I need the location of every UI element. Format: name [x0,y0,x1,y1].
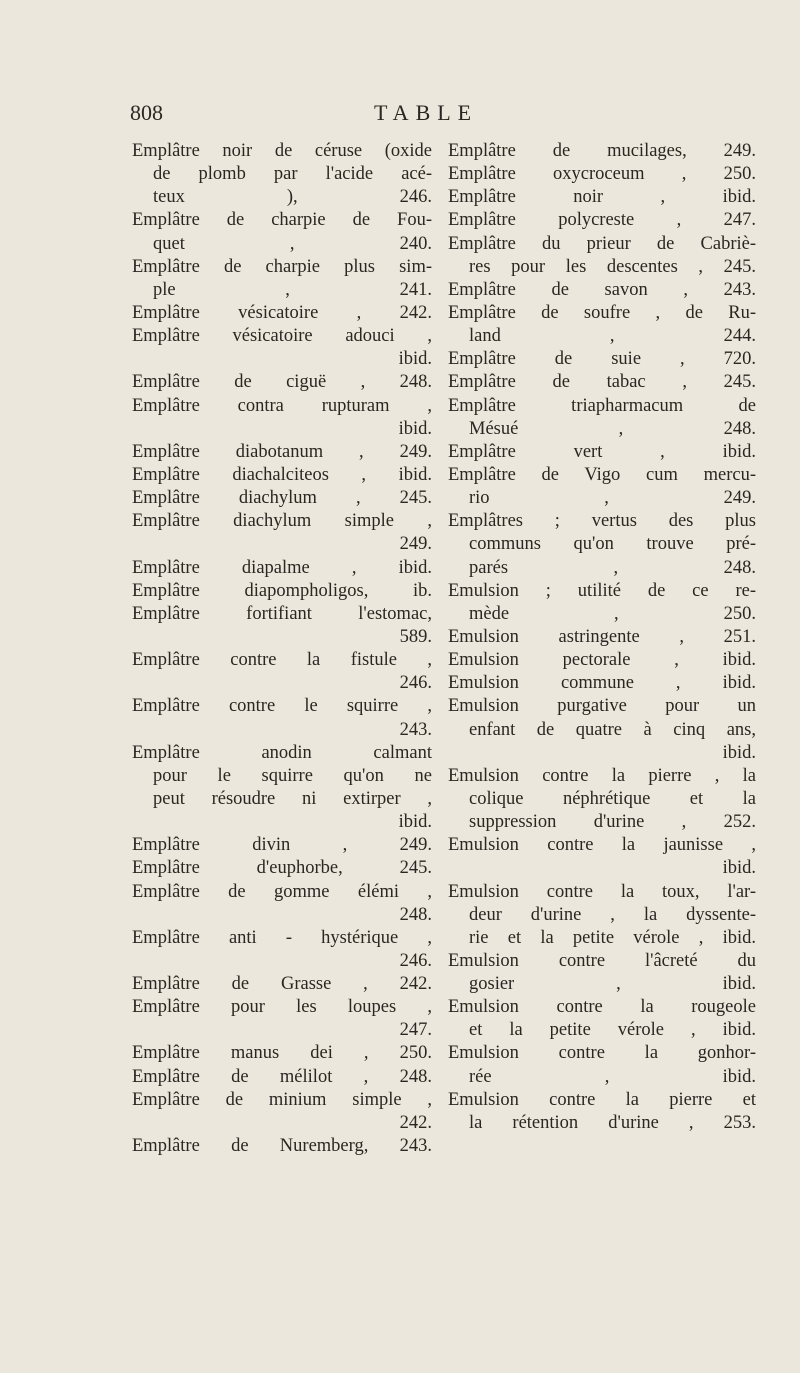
index-column-left [132,140,432,1158]
index-line: pour le squirre qu'on ne [153,765,432,786]
index-line: rée , ibid. [469,1066,756,1087]
index-line: Mésué , 248. [469,418,756,439]
index-line: Emplâtre diachylum simple , [132,511,432,532]
index-line: Emplâtre de Vigo cum mercu- [448,464,756,485]
index-line: Emplâtre diachalciteos , ibid. [132,464,432,485]
page-header [130,100,750,134]
index-line: Emulsion contre la pierre et [448,1089,756,1110]
index-line: Emulsion purgative pour un [448,696,756,717]
index-line: Emplâtre vert , ibid. [448,441,756,462]
index-line: Emplâtre de soufre , de Ru- [448,302,756,323]
index-line: Emulsion contre la pierre , la [448,765,756,786]
index-line: Emulsion contre la rougeole [448,997,756,1018]
index-line: Emulsion contre la toux, l'ar- [448,881,756,902]
index-line: deur d'urine , la dyssente- [469,904,756,925]
index-line: Emplâtre de mucilages, 249. [448,141,756,161]
index-line: Emplâtre de tabac , 245. [448,372,756,393]
index-line: 249. [399,534,432,555]
index-line: Emplâtre anti - hystérique , [132,927,432,948]
index-line: Emplâtre triapharmacum de [448,395,756,416]
index-line: Emplâtre fortifiant l'estomac, [132,603,432,624]
index-line: Emplâtres ; vertus des plus [448,511,756,532]
page-number: 808 [130,100,163,125]
index-line: Emplâtre du prieur de Cabriè- [448,233,756,254]
index-line: res pour les descentes , 245. [469,256,756,277]
index-line: Emplâtre diapalme , ibid. [132,557,432,578]
index-line: Emplâtre de mélilot , 248. [132,1066,432,1087]
index-line: Emplâtre manus dei , 250. [132,1043,432,1064]
index-line: ibid. [722,742,756,763]
index-line: Emplâtre contra rupturam , [132,395,432,416]
index-line: 247. [399,1020,432,1041]
index-line: Emplâtre de Grasse , 242. [132,974,432,995]
index-line: parés , 248. [469,557,756,578]
index-line: land , 244. [469,326,756,347]
index-line: gosier , ibid. [469,974,756,995]
index-line: Emulsion contre la gonhor- [448,1043,756,1064]
index-line: Emulsion commune , ibid. [448,673,756,694]
index-line: et la petite vérole , ibid. [469,1020,756,1041]
index-line: Emplâtre d'euphorbe, 245. [132,858,432,879]
index-line: Emulsion contre l'âcreté du [448,950,756,971]
index-line: communs qu'on trouve pré- [469,534,756,555]
index-line: Emplâtre de minium simple , [132,1089,432,1110]
index-line: la rétention d'urine , 253. [469,1112,756,1133]
index-line: quet , 240. [153,233,432,254]
index-line: Emulsion ; utilité de ce re- [448,580,756,601]
index-line: Emplâtre contre la fistule , [132,650,432,671]
index-line: Emulsion astringente , 251. [448,626,756,647]
index-line: Emplâtre polycreste , 247. [448,210,756,231]
index-line: Emplâtre divin , 249. [132,835,432,856]
index-line: ibid. [398,812,432,833]
index-line: Emplâtre anodin calmant [132,742,432,763]
index-line: Emplâtre de savon , 243. [448,279,756,300]
index-line: enfant de quatre à cinq ans, [469,719,756,740]
index-line: teux ), 246. [153,187,432,208]
running-title: TABLE [374,100,479,125]
index-line: rie et la petite vérole , ibid. [469,927,756,948]
index-line: Emplâtre de gomme élémi , [132,881,432,902]
index-line: rio , 249. [469,488,756,509]
index-line: ibid. [398,349,432,370]
index-line: 246. [399,673,432,694]
index-line: 589. [399,626,432,647]
index-line: Emplâtre de ciguë , 248. [132,372,432,393]
index-line: ibid. [722,858,756,879]
index-line: Emplâtre de charpie plus sim- [132,256,432,277]
index-line: 248. [399,904,432,925]
index-line: Emplâtre noir de céruse (oxide [132,141,432,161]
index-line: 243. [399,719,432,740]
index-column-right [448,140,756,1135]
index-line: Emplâtre diapompholigos, ib. [132,580,432,601]
index-line: Emulsion pectorale , ibid. [448,650,756,671]
index-line: suppression d'urine , 252. [469,812,756,833]
index-line: Emplâtre de charpie de Fou- [132,210,432,231]
index-line: Emplâtre vésicatoire , 242. [132,302,432,323]
index-line: ple , 241. [153,279,432,300]
index-line: Emplâtre pour les loupes , [132,997,432,1018]
index-line: Emplâtre noir , ibid. [448,187,756,208]
index-line: Emplâtre vésicatoire adouci , [132,326,432,347]
index-line: Emplâtre diachylum , 245. [132,488,432,509]
index-line: 246. [399,950,432,971]
index-line: 242. [399,1112,432,1133]
index-line: Emplâtre diabotanum , 249. [132,441,432,462]
index-line: Emplâtre de suie , 720. [448,349,756,370]
index-line: mède , 250. [469,603,756,624]
index-line: Emplâtre de Nuremberg, 243. [132,1136,432,1157]
index-line: Emulsion contre la jaunisse , [448,835,756,856]
index-line: Emplâtre oxycroceum , 250. [448,164,756,185]
index-line: peut résoudre ni extirper , [153,788,432,809]
index-line: Emplâtre contre le squirre , [132,696,432,717]
index-line: de plomb par l'acide acé- [153,164,432,185]
index-line: colique néphrétique et la [469,788,756,809]
index-line: ibid. [398,418,432,439]
